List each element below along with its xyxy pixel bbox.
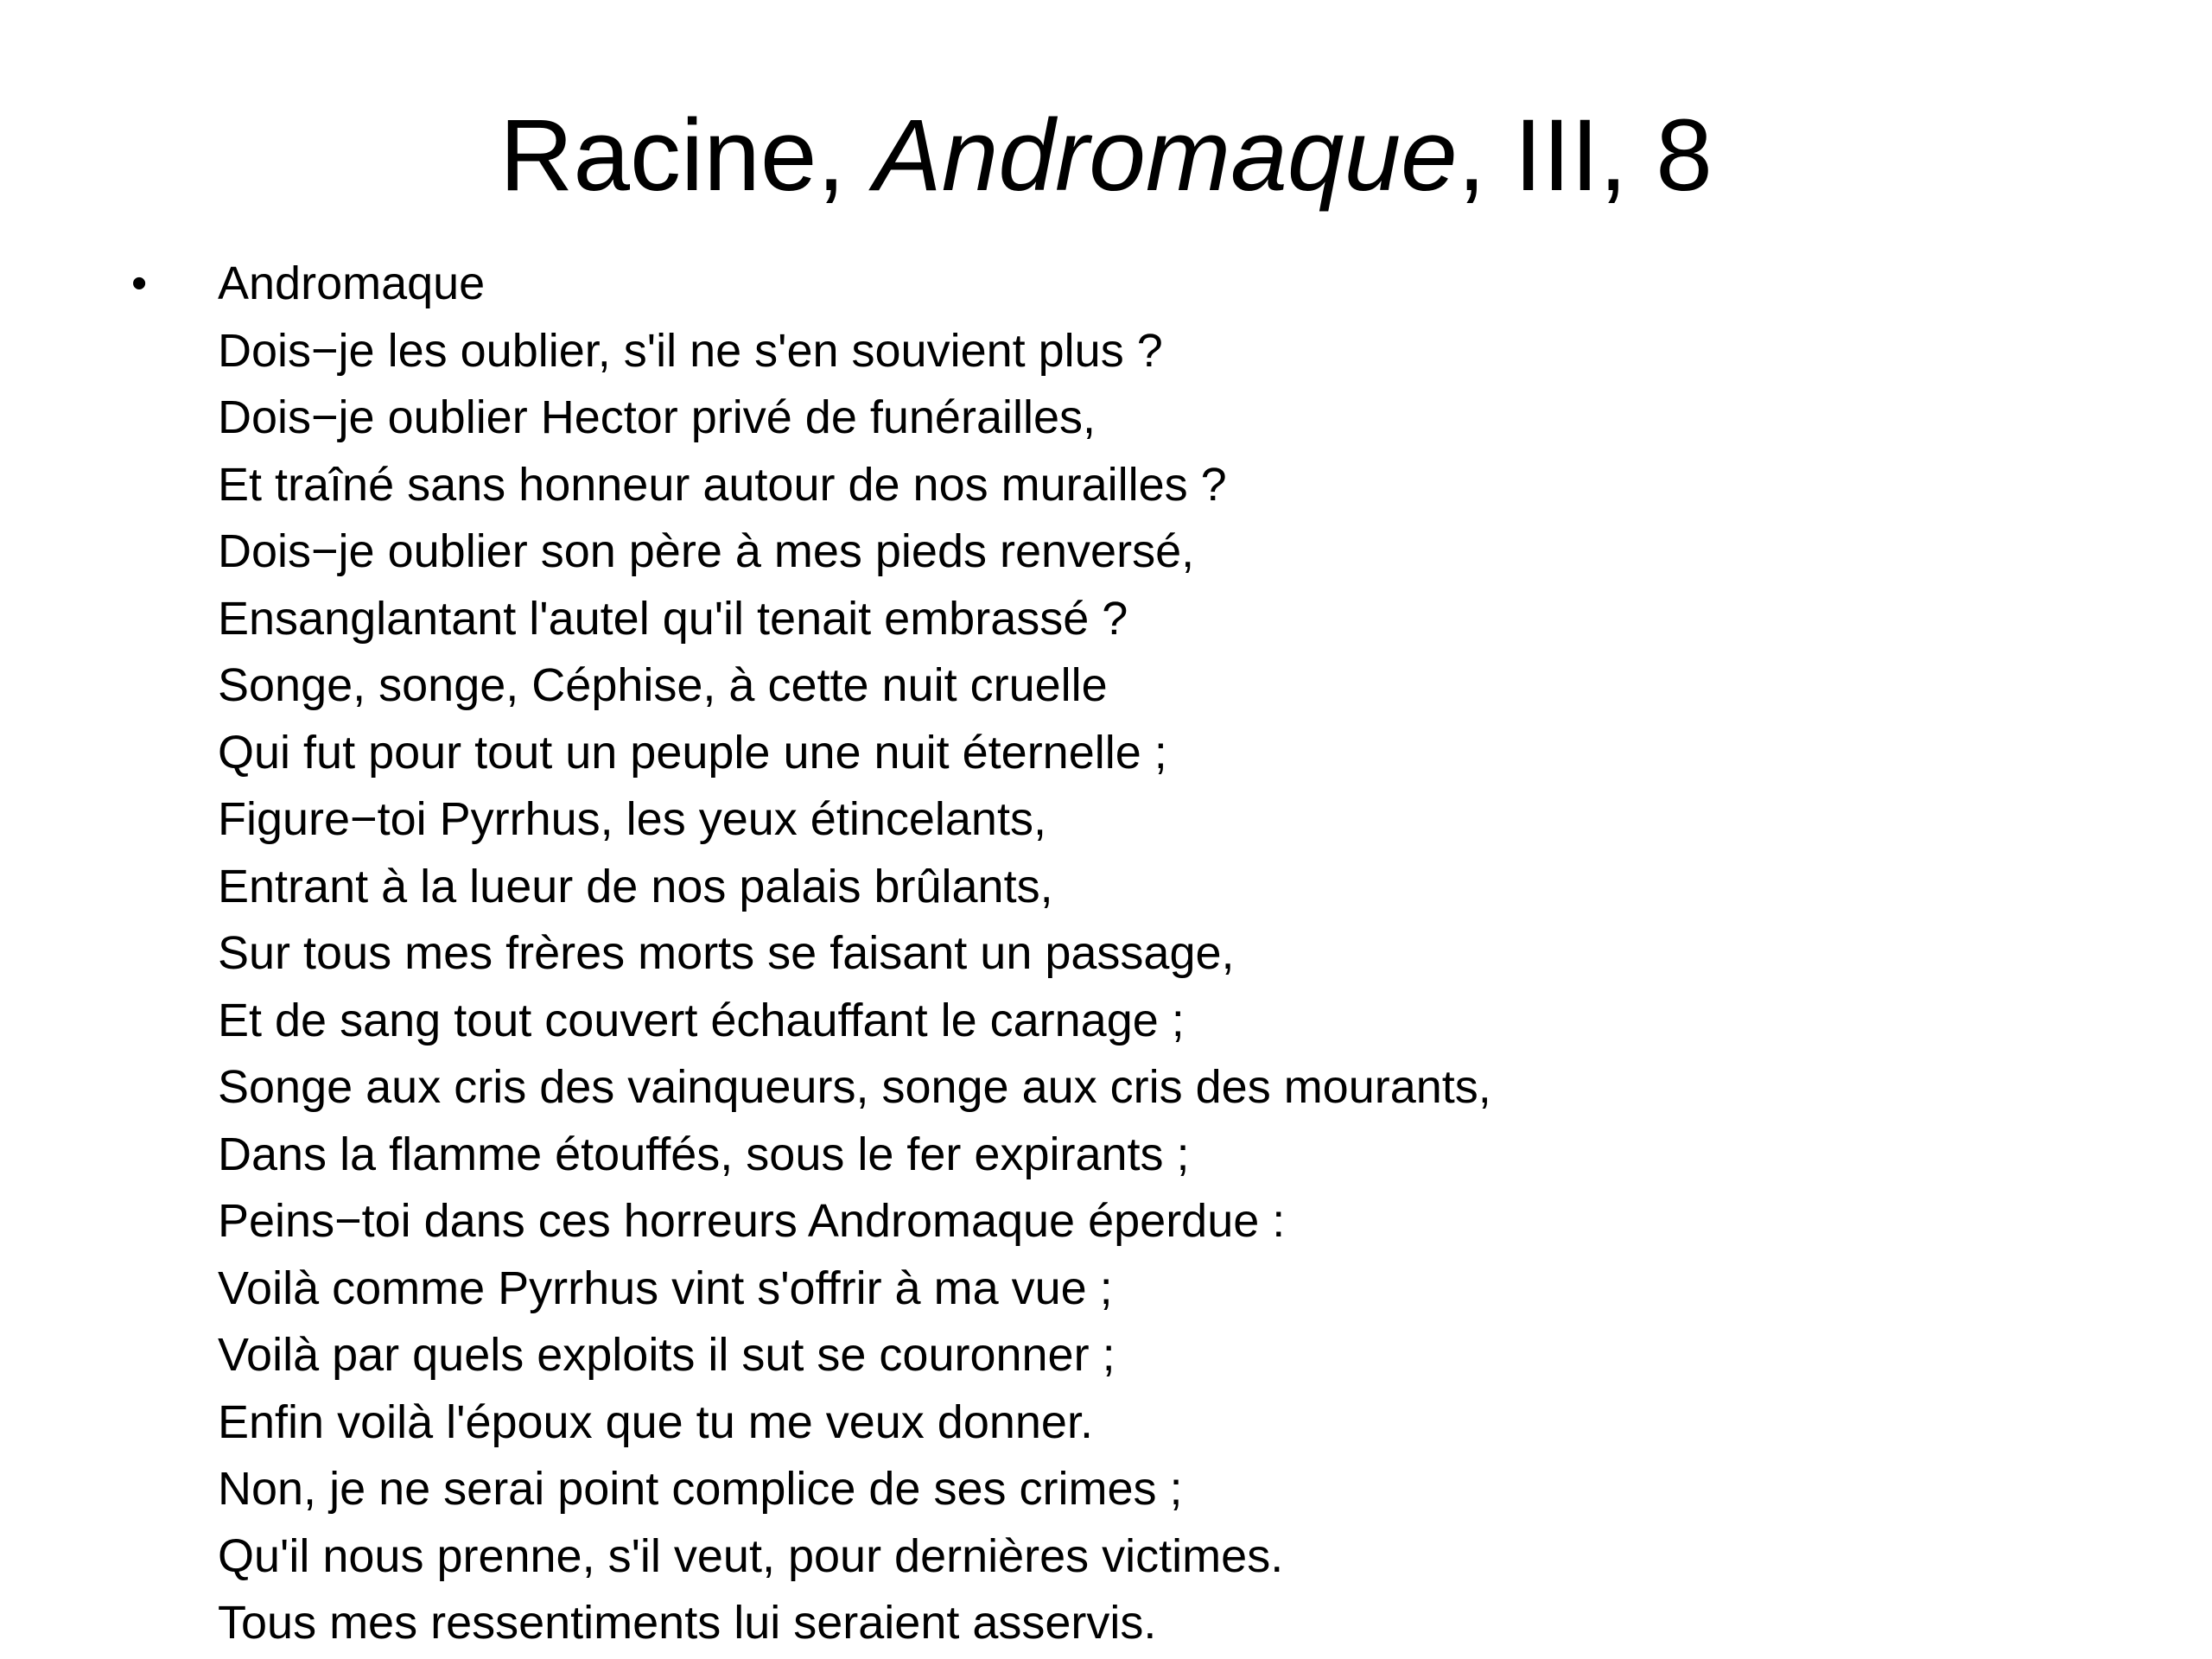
verse-line: Peins−toi dans ces horreurs Andromaque éperdue : xyxy=(218,1195,1286,1247)
list-item xyxy=(0,251,2212,1657)
verse-block xyxy=(218,318,2212,1657)
verse-line: Dois−je oublier Hector privé de funérailles, xyxy=(218,391,1096,443)
speaker-name: Andromaque xyxy=(218,257,486,309)
verse-line: Dans la flamme étouffés, sous le fer expirants ; xyxy=(218,1128,1190,1180)
verse-line: Entrant à la lueur de nos palais brûlants, xyxy=(218,860,1053,912)
verse-line: Voilà par quels exploits il sut se couronner ; xyxy=(218,1329,1116,1381)
verse-line: Dois−je les oublier, s'il ne s'en souvient plus ? xyxy=(218,324,1163,377)
verse-line: Tous mes ressentiments lui seraient asservis. xyxy=(218,1597,1157,1649)
slide-title xyxy=(0,95,2212,216)
verse-line: Songe aux cris des vainqueurs, songe aux cris des mourants, xyxy=(218,1061,1491,1113)
title-reference: , III, 8 xyxy=(1457,99,1713,213)
verse-line: Et traîné sans honneur autour de nos murailles ? xyxy=(218,458,1227,511)
verse-line: Voilà comme Pyrrhus vint s'offrir à ma vue ; xyxy=(218,1262,1113,1314)
verse-line: Dois−je oublier son père à mes pieds renversé, xyxy=(218,525,1195,577)
body-list xyxy=(0,251,2212,1657)
verse-line: Non, je ne serai point complice de ses crimes ; xyxy=(218,1463,1183,1515)
verse-line: Figure−toi Pyrrhus, les yeux étincelants, xyxy=(218,793,1046,845)
verse-line: Sur tous mes frères morts se faisant un passage, xyxy=(218,927,1235,979)
verse-line: Qui fut pour tout un peuple une nuit éternelle ; xyxy=(218,726,1167,779)
verse-line: Ensanglantant l'autel qu'il tenait embrassé ? xyxy=(218,592,1128,645)
verse-line: Et de sang tout couvert échauffant le carnage ; xyxy=(218,994,1185,1046)
verse-line: Qu'il nous prenne, s'il veut, pour dernières victimes. xyxy=(218,1529,1284,1582)
bullet-icon: • xyxy=(131,258,148,308)
verse-line: Enfin voilà l'époux que tu me veux donner. xyxy=(218,1395,1093,1448)
verse-line: Songe, songe, Céphise, à cette nuit cruelle xyxy=(218,659,1108,711)
title-work: Andromaque xyxy=(874,99,1458,213)
title-author: Racine, xyxy=(499,99,874,213)
